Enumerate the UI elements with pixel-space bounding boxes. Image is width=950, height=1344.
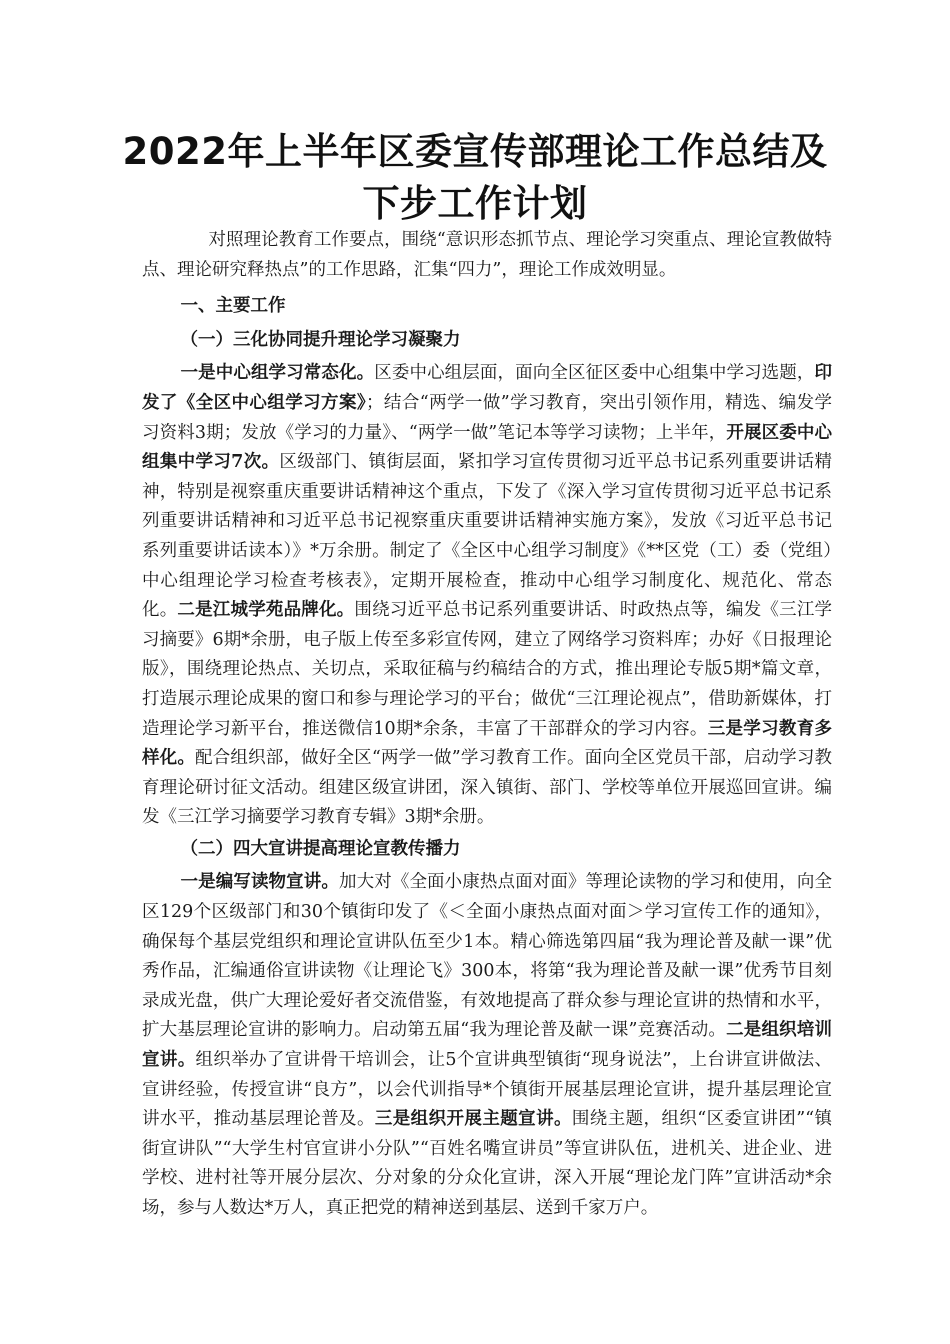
text-run: 区委中心组层面，面向全区征区委中心组集中学习选题， xyxy=(374,363,815,384)
intro-paragraph: 对照理论教育工作要点，围绕“意识形态抓节点、理论学习突重点、理论宣教做特点、理论研究释热点”的工作思路，汇集“四力”，理论工作成效明显。 xyxy=(142,230,832,280)
subsection-heading-1: （一）三化协同提升理论学习凝聚力 xyxy=(180,329,461,350)
bold-phrase: 三是学习教育多样化。 xyxy=(142,718,832,769)
document-body xyxy=(142,226,832,1224)
text-run: 围绕习近平总书记系列重要讲话、时政热点等，编发《三江学习摘要》6期*余册，电子版上传至多彩宣传网，建立了网络学习资料库；办好《日报理论版》，围绕理论热点、关切点，采取征稿与约稿结合的方式，推出理论专版5期*篇文章，打造展示理论成果的窗口和参与理论学习的平台；做优“三江理论视点”，借助新媒体，打造理论学习新平台，推送微信10期*余条，丰富了干部群众的学习内容。 xyxy=(142,600,833,739)
text-run: 围绕主题，组织“区委宣讲团”“镇街宣讲队”“大学生村官宣讲小分队”“百姓名嘴宣讲员”等宣讲队伍，进机关、进企业、进学校、进村社等开展分层次、分对象的分众化宣讲，深入开展“理论龙门阵”宣讲活动*余场，参与人数达*万人，真正把党的精神送到基层、送到千家万户。 xyxy=(142,1109,832,1218)
title-line-1: 2022年上半年区委宣传部理论工作总结及 xyxy=(122,130,828,173)
text-run: 加大对《全面小康热点面对面》等理论读物的学习和使用，向全区129个区级部门和30个镇街印发了《＜全面小康热点面对面＞学习宣传工作的通知》，确保每个基层党组织和理论宣讲队伍至少1本。精心筛选第四届“我为理论普及献一课”优秀作品，汇编通俗宣讲读物《让理论飞》300本，将第“我为理论普及献一课”优秀节目刻录成光盘，供广大理论爱好者交流借鉴，有效地提高了群众参与理论宣讲的热情和水平，扩大基层理论宣讲的影响力。启动第五届“我为理论普及献一课”竞赛活动。 xyxy=(142,872,832,1041)
paragraph-lectures xyxy=(142,868,832,1223)
text-run: 配合组织部，做好全区“两学一做”学习教育工作。面向全区党员干部，启动学习教育理论研讨征文活动。组建区级宣讲团，深入镇街、部门、学校等单位开展巡回宣讲。编发《三江学习摘要学习教育专辑》3期*余册。 xyxy=(142,748,832,828)
bold-phrase: 一是中心组学习常态化。 xyxy=(180,363,375,384)
subsection-heading-2: （二）四大宣讲提高理论宣教传播力 xyxy=(180,838,461,859)
document-title xyxy=(100,126,850,230)
text-run: ；结合“两学一做”学习教育，突出引领作用，精选、编发学习资料3期；发放《学习的力量》、“两学一做”笔记本等学习读物；上半年， xyxy=(142,392,832,443)
text-run: 区级部门、镇街层面，紧扣学习宣传贯彻习近平总书记系列重要讲话精神，特别是视察重庆重要讲话精神这个重点，下发了《深入学习宣传贯彻习近平总书记系列重要讲话精神和习近平总书记视察重庆重要讲话精神实施方案》，发放《习近平总书记系列重要讲话读本）》*万余册。制定了《全区中心组学习制度》《**区党（工）委（党组）中心组理论学习检查考核表》，定期开展检查，推动中心组学习制度化、规范化、常态化。 xyxy=(142,452,832,621)
title-line-2: 下步工作计划 xyxy=(362,182,588,225)
section-heading-main-work: 一、主要工作 xyxy=(180,296,286,317)
bold-phrase: 二是组织培训宣讲。 xyxy=(142,1020,833,1071)
bold-phrase: 三是组织开展主题宣讲。 xyxy=(374,1109,572,1130)
text-run: 组织举办了宣讲骨干培训会，让5个宣讲典型镇街“现身说法”，上台讲宣讲做法、宣讲经验，传授宣讲“良方”，以会代训指导*个镇街开展基层理论宣讲，提升基层理论宣讲水平，推动基层理论普及。 xyxy=(142,1050,833,1130)
bold-phrase: 印发了《全区中心组学习方案》 xyxy=(142,363,833,413)
bold-phrase: 二是江城学苑品牌化。 xyxy=(177,600,355,621)
paragraph-theory-study xyxy=(142,359,832,833)
bold-phrase: 开展区委中心组集中学习7次。 xyxy=(142,422,832,473)
bold-phrase: 一是编写读物宣讲。 xyxy=(180,872,339,893)
